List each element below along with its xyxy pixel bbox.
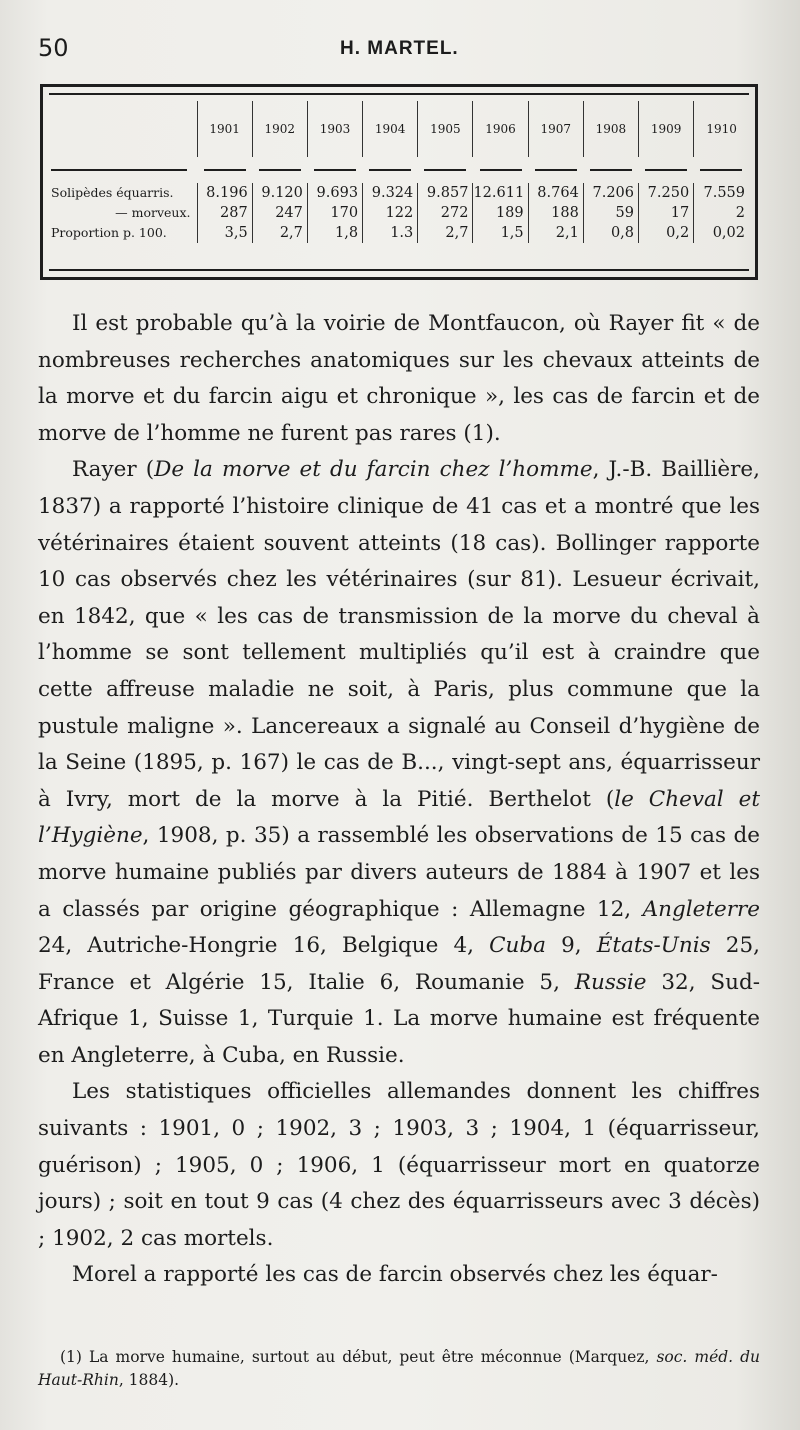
table-cell: 122 [363,203,418,223]
table-cell: 247 [252,203,307,223]
page-header [0,34,800,74]
table-cell: 1,8 [307,223,362,243]
text-run: (1) La morve humaine, surtout au début, peut être méconnue (Marquez, [60,1348,657,1366]
cited-title: le Cheval et l’Hygiène [38,786,760,849]
table-cell: 7.206 [583,183,638,203]
text-run: , J.-B. Baillière, 1837) a rapporté l’histoire clinique de 41 cas et a montré que les vétérinaires étaient souvent atteints (18 cas). Bollinger rapporte 10 cas observés chez les vétérinaires (sur 81). Lesueur écrivait, en 1842, que « les cas de transmission de la morve du cheval à l’homme se sont tellement multipliés qu’il est à craindre que cette affreuse maladie ne soit, à Paris, plus commune que la pustule maligne ». Lancereaux a signalé au Conseil d’hygiène de la Seine (1895, p. 167) le cas de B..., vingt-sept ans, équarrisseur à Ivry, mort de la morve à la Pitié. Berthelot ( [38,457,760,812]
table-cell: 0,02 [694,223,749,243]
table-cell: 7.559 [694,183,749,203]
table-cell: 8.764 [528,183,583,203]
country-name: États-Unis [596,933,711,959]
cited-title: De la morve et du farcin chez l’homme [154,457,593,483]
country-name: Russie [574,969,647,995]
table-cell: 2,1 [528,223,583,243]
table-cell: 2,7 [418,223,473,243]
year-header: 1903 [307,101,362,157]
text-run: 9, [545,933,597,959]
text-run: 25, France et Algérie 15, Italie 6, Roumanie 5, [38,933,760,995]
table-cell: 188 [528,203,583,223]
text-run: , 1908, p. 35) a rassemblé les observations de 15 cas de morve humaine publiés par divers auteurs de 1884 à 1907 et les a classés par origine géographique : Allemagne 12, [38,823,760,922]
row-label: Proportion p. 100. [51,225,167,240]
row-label: Solipèdes équarris. [51,185,174,200]
table-cell: 189 [473,203,528,223]
table-row [49,183,749,203]
year-header: 1908 [583,101,638,157]
table-cell: 9.857 [418,183,473,203]
country-name: Angleterre [642,896,760,922]
table-row [49,223,749,243]
year-header: 1909 [639,101,694,157]
paragraph-montfaucon: Il est probable qu’à la voirie de Montfaucon, où Rayer fit « de nombreuses recherches anatomiques sur les chevaux atteints de la morve et du farcin aigu et chronique », les cas de farcin et de morve de l’homme ne furent pas rares (1). [38,311,760,446]
statistics-table-frame [40,84,758,280]
paragraph-morel: Morel a rapporté les cas de farcin observés chez les équar- [72,1262,718,1288]
table-cell: 9.693 [307,183,362,203]
table-cell: 0,2 [639,223,694,243]
table-cell: 17 [639,203,694,223]
year-header: 1901 [197,101,252,157]
table-cell: 9.120 [252,183,307,203]
paragraph-statistics: Les statistiques officielles allemandes donnent les chiffres suivants : 1901, 0 ; 1902, 3 ; 1903, 3 ; 1904, 1 (équarrisseur, guérison) ; 1905, 0 ; 1906, 1 (équarrisseur mort en quatorze jours) ; soit en tout 9 cas (4 chez des équarrisseurs avec 3 décès) ; 1902, 2 cas mortels. [38,1079,760,1251]
table-cell: 8.196 [197,183,252,203]
table-header-row [49,101,749,157]
country-name: Cuba [489,933,546,959]
table-cell: 9.324 [363,183,418,203]
paragraph-rayer [38,452,760,1074]
table-cell: 7.250 [639,183,694,203]
table-cell: 59 [583,203,638,223]
table-cell: 12.611 [473,183,528,203]
text-run: Rayer ( [72,457,155,483]
year-header: 1907 [528,101,583,157]
text-run: , 1884). [118,1371,180,1389]
table-cell: 272 [418,203,473,223]
text-run: 32, Sud-Afrique 1, Suisse 1, Turquie 1. La morve humaine est fréquente en Angleterre, à Cuba, en Russie. [38,969,760,1068]
footnote-text [38,1346,760,1392]
table-cell: 1.3 [363,223,418,243]
year-header: 1905 [418,101,473,157]
page-number: 50 [38,34,69,62]
table-cell: 2 [694,203,749,223]
table-cell: 2,7 [252,223,307,243]
cited-journal: soc. méd. du Haut-Rhin [38,1348,761,1389]
running-title: H. MARTEL. [340,38,459,59]
table-corner-cell [49,101,197,157]
table-row [49,203,749,223]
year-header: 1902 [252,101,307,157]
table-cell: 287 [197,203,252,223]
year-header: 1910 [694,101,749,157]
body-text [38,306,760,1294]
table-cell: 3,5 [197,223,252,243]
statistics-table-inner [49,93,749,271]
footnote [38,1346,760,1392]
table-rule-row [49,157,749,183]
table-cell: 1,5 [473,223,528,243]
text-run: 24, Autriche-Hongrie 16, Belgique 4, [38,933,490,959]
table-cell: 0,8 [583,223,638,243]
year-header: 1906 [473,101,528,157]
row-label: — morveux. [115,205,191,220]
statistics-table [49,101,749,243]
year-header: 1904 [363,101,418,157]
table-cell: 170 [307,203,362,223]
